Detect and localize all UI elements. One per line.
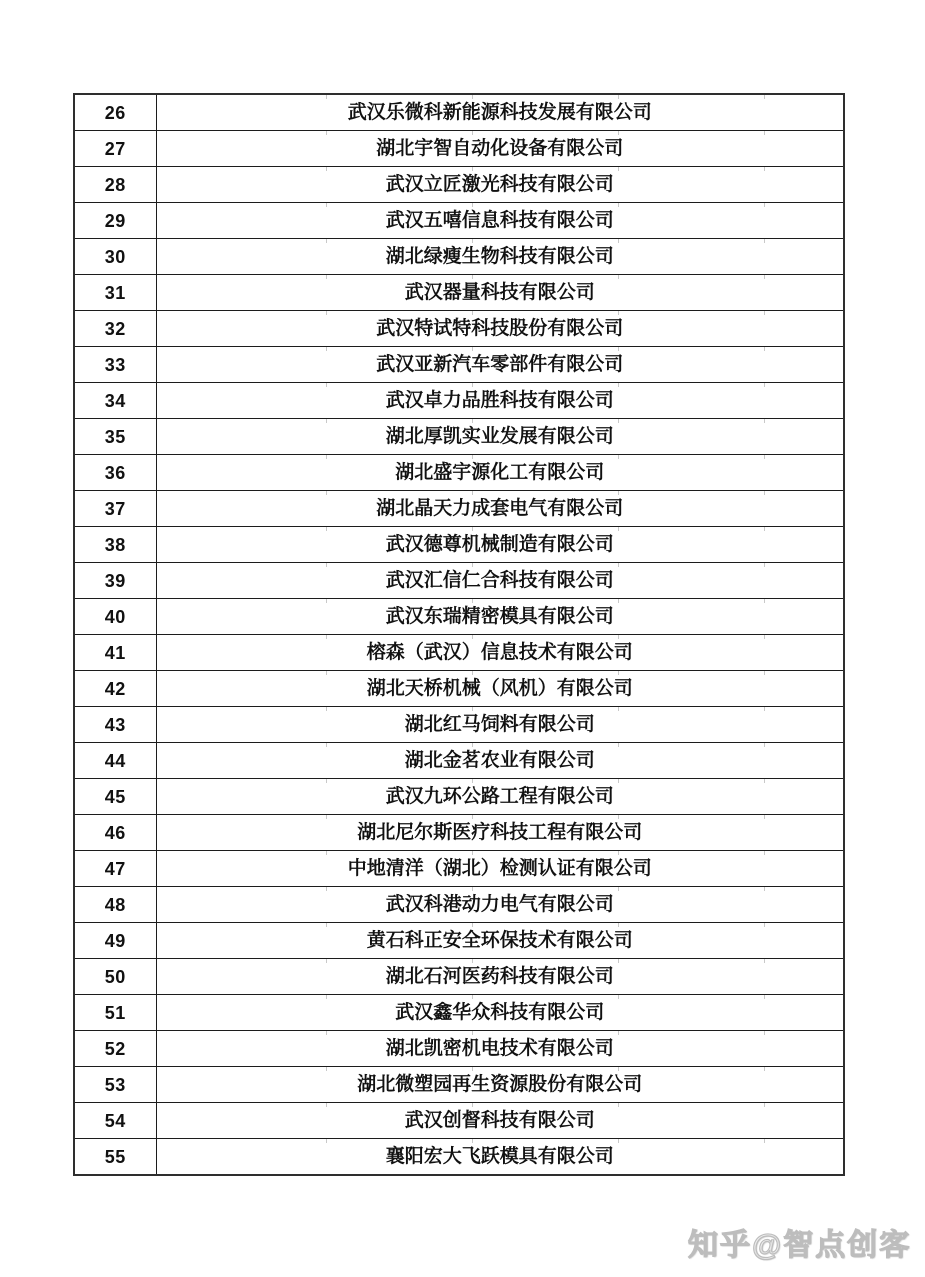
company-name: 武汉东瑞精密模具有限公司 — [156, 599, 844, 635]
row-number: 55 — [74, 1139, 156, 1176]
table-row — [74, 491, 844, 527]
table-row — [74, 743, 844, 779]
row-number: 28 — [74, 167, 156, 203]
table-row — [74, 527, 844, 563]
table-row — [74, 347, 844, 383]
table-row — [74, 131, 844, 167]
row-number: 42 — [74, 671, 156, 707]
row-number: 41 — [74, 635, 156, 671]
table-row — [74, 275, 844, 311]
row-number: 38 — [74, 527, 156, 563]
row-number: 45 — [74, 779, 156, 815]
company-name: 武汉德尊机械制造有限公司 — [156, 527, 844, 563]
row-number: 46 — [74, 815, 156, 851]
row-number: 35 — [74, 419, 156, 455]
table-row — [74, 203, 844, 239]
table-row — [74, 779, 844, 815]
table-row — [74, 815, 844, 851]
table-row — [74, 1067, 844, 1103]
company-name: 武汉乐微科新能源科技发展有限公司 — [156, 94, 844, 131]
row-number: 29 — [74, 203, 156, 239]
table-row — [74, 923, 844, 959]
row-number: 51 — [74, 995, 156, 1031]
table-row — [74, 671, 844, 707]
company-name: 湖北微塑园再生资源股份有限公司 — [156, 1067, 844, 1103]
row-number: 47 — [74, 851, 156, 887]
row-number: 43 — [74, 707, 156, 743]
company-name: 中地清洋（湖北）检测认证有限公司 — [156, 851, 844, 887]
table-row — [74, 851, 844, 887]
table-row — [74, 383, 844, 419]
row-number: 30 — [74, 239, 156, 275]
company-name: 武汉创督科技有限公司 — [156, 1103, 844, 1139]
company-name: 湖北宇智自动化设备有限公司 — [156, 131, 844, 167]
row-number: 27 — [74, 131, 156, 167]
company-name: 武汉汇信仁合科技有限公司 — [156, 563, 844, 599]
row-number: 53 — [74, 1067, 156, 1103]
row-number: 50 — [74, 959, 156, 995]
row-number: 34 — [74, 383, 156, 419]
table-row — [74, 311, 844, 347]
row-number: 44 — [74, 743, 156, 779]
company-name: 武汉器量科技有限公司 — [156, 275, 844, 311]
company-name: 武汉九环公路工程有限公司 — [156, 779, 844, 815]
company-table — [73, 93, 845, 1176]
company-name: 湖北绿瘦生物科技有限公司 — [156, 239, 844, 275]
row-number: 40 — [74, 599, 156, 635]
row-number: 32 — [74, 311, 156, 347]
company-name: 武汉立匠激光科技有限公司 — [156, 167, 844, 203]
company-name: 湖北石河医药科技有限公司 — [156, 959, 844, 995]
row-number: 26 — [74, 94, 156, 131]
table-row — [74, 94, 844, 131]
table-row — [74, 1103, 844, 1139]
company-name: 湖北金茗农业有限公司 — [156, 743, 844, 779]
company-name: 湖北凯密机电技术有限公司 — [156, 1031, 844, 1067]
company-name: 武汉鑫华众科技有限公司 — [156, 995, 844, 1031]
company-name: 襄阳宏大飞跃模具有限公司 — [156, 1139, 844, 1176]
table-row — [74, 599, 844, 635]
table-row — [74, 1031, 844, 1067]
table-row — [74, 707, 844, 743]
table-row — [74, 887, 844, 923]
company-table-body — [74, 94, 844, 1175]
row-number: 31 — [74, 275, 156, 311]
table-row — [74, 635, 844, 671]
table-row — [74, 239, 844, 275]
table-row — [74, 1139, 844, 1176]
company-name: 湖北红马饲料有限公司 — [156, 707, 844, 743]
row-number: 54 — [74, 1103, 156, 1139]
company-name: 武汉特试特科技股份有限公司 — [156, 311, 844, 347]
row-number: 33 — [74, 347, 156, 383]
row-number: 49 — [74, 923, 156, 959]
row-number: 48 — [74, 887, 156, 923]
table-row — [74, 419, 844, 455]
table-row — [74, 167, 844, 203]
company-name: 武汉亚新汽车零部件有限公司 — [156, 347, 844, 383]
company-name: 湖北天桥机械（风机）有限公司 — [156, 671, 844, 707]
company-name: 武汉卓力品胜科技有限公司 — [156, 383, 844, 419]
row-number: 36 — [74, 455, 156, 491]
company-name: 武汉五嘻信息科技有限公司 — [156, 203, 844, 239]
table-row — [74, 563, 844, 599]
zhihu-watermark: 知乎@智点创客 — [688, 1229, 912, 1262]
company-name: 黄石科正安全环保技术有限公司 — [156, 923, 844, 959]
company-name: 湖北尼尔斯医疗科技工程有限公司 — [156, 815, 844, 851]
row-number: 52 — [74, 1031, 156, 1067]
company-name: 湖北盛宇源化工有限公司 — [156, 455, 844, 491]
table-row — [74, 455, 844, 491]
company-name: 湖北厚凯实业发展有限公司 — [156, 419, 844, 455]
table-row — [74, 959, 844, 995]
row-number: 37 — [74, 491, 156, 527]
row-number: 39 — [74, 563, 156, 599]
table-row — [74, 995, 844, 1031]
company-name: 武汉科港动力电气有限公司 — [156, 887, 844, 923]
company-name: 榕森（武汉）信息技术有限公司 — [156, 635, 844, 671]
company-name: 湖北晶天力成套电气有限公司 — [156, 491, 844, 527]
